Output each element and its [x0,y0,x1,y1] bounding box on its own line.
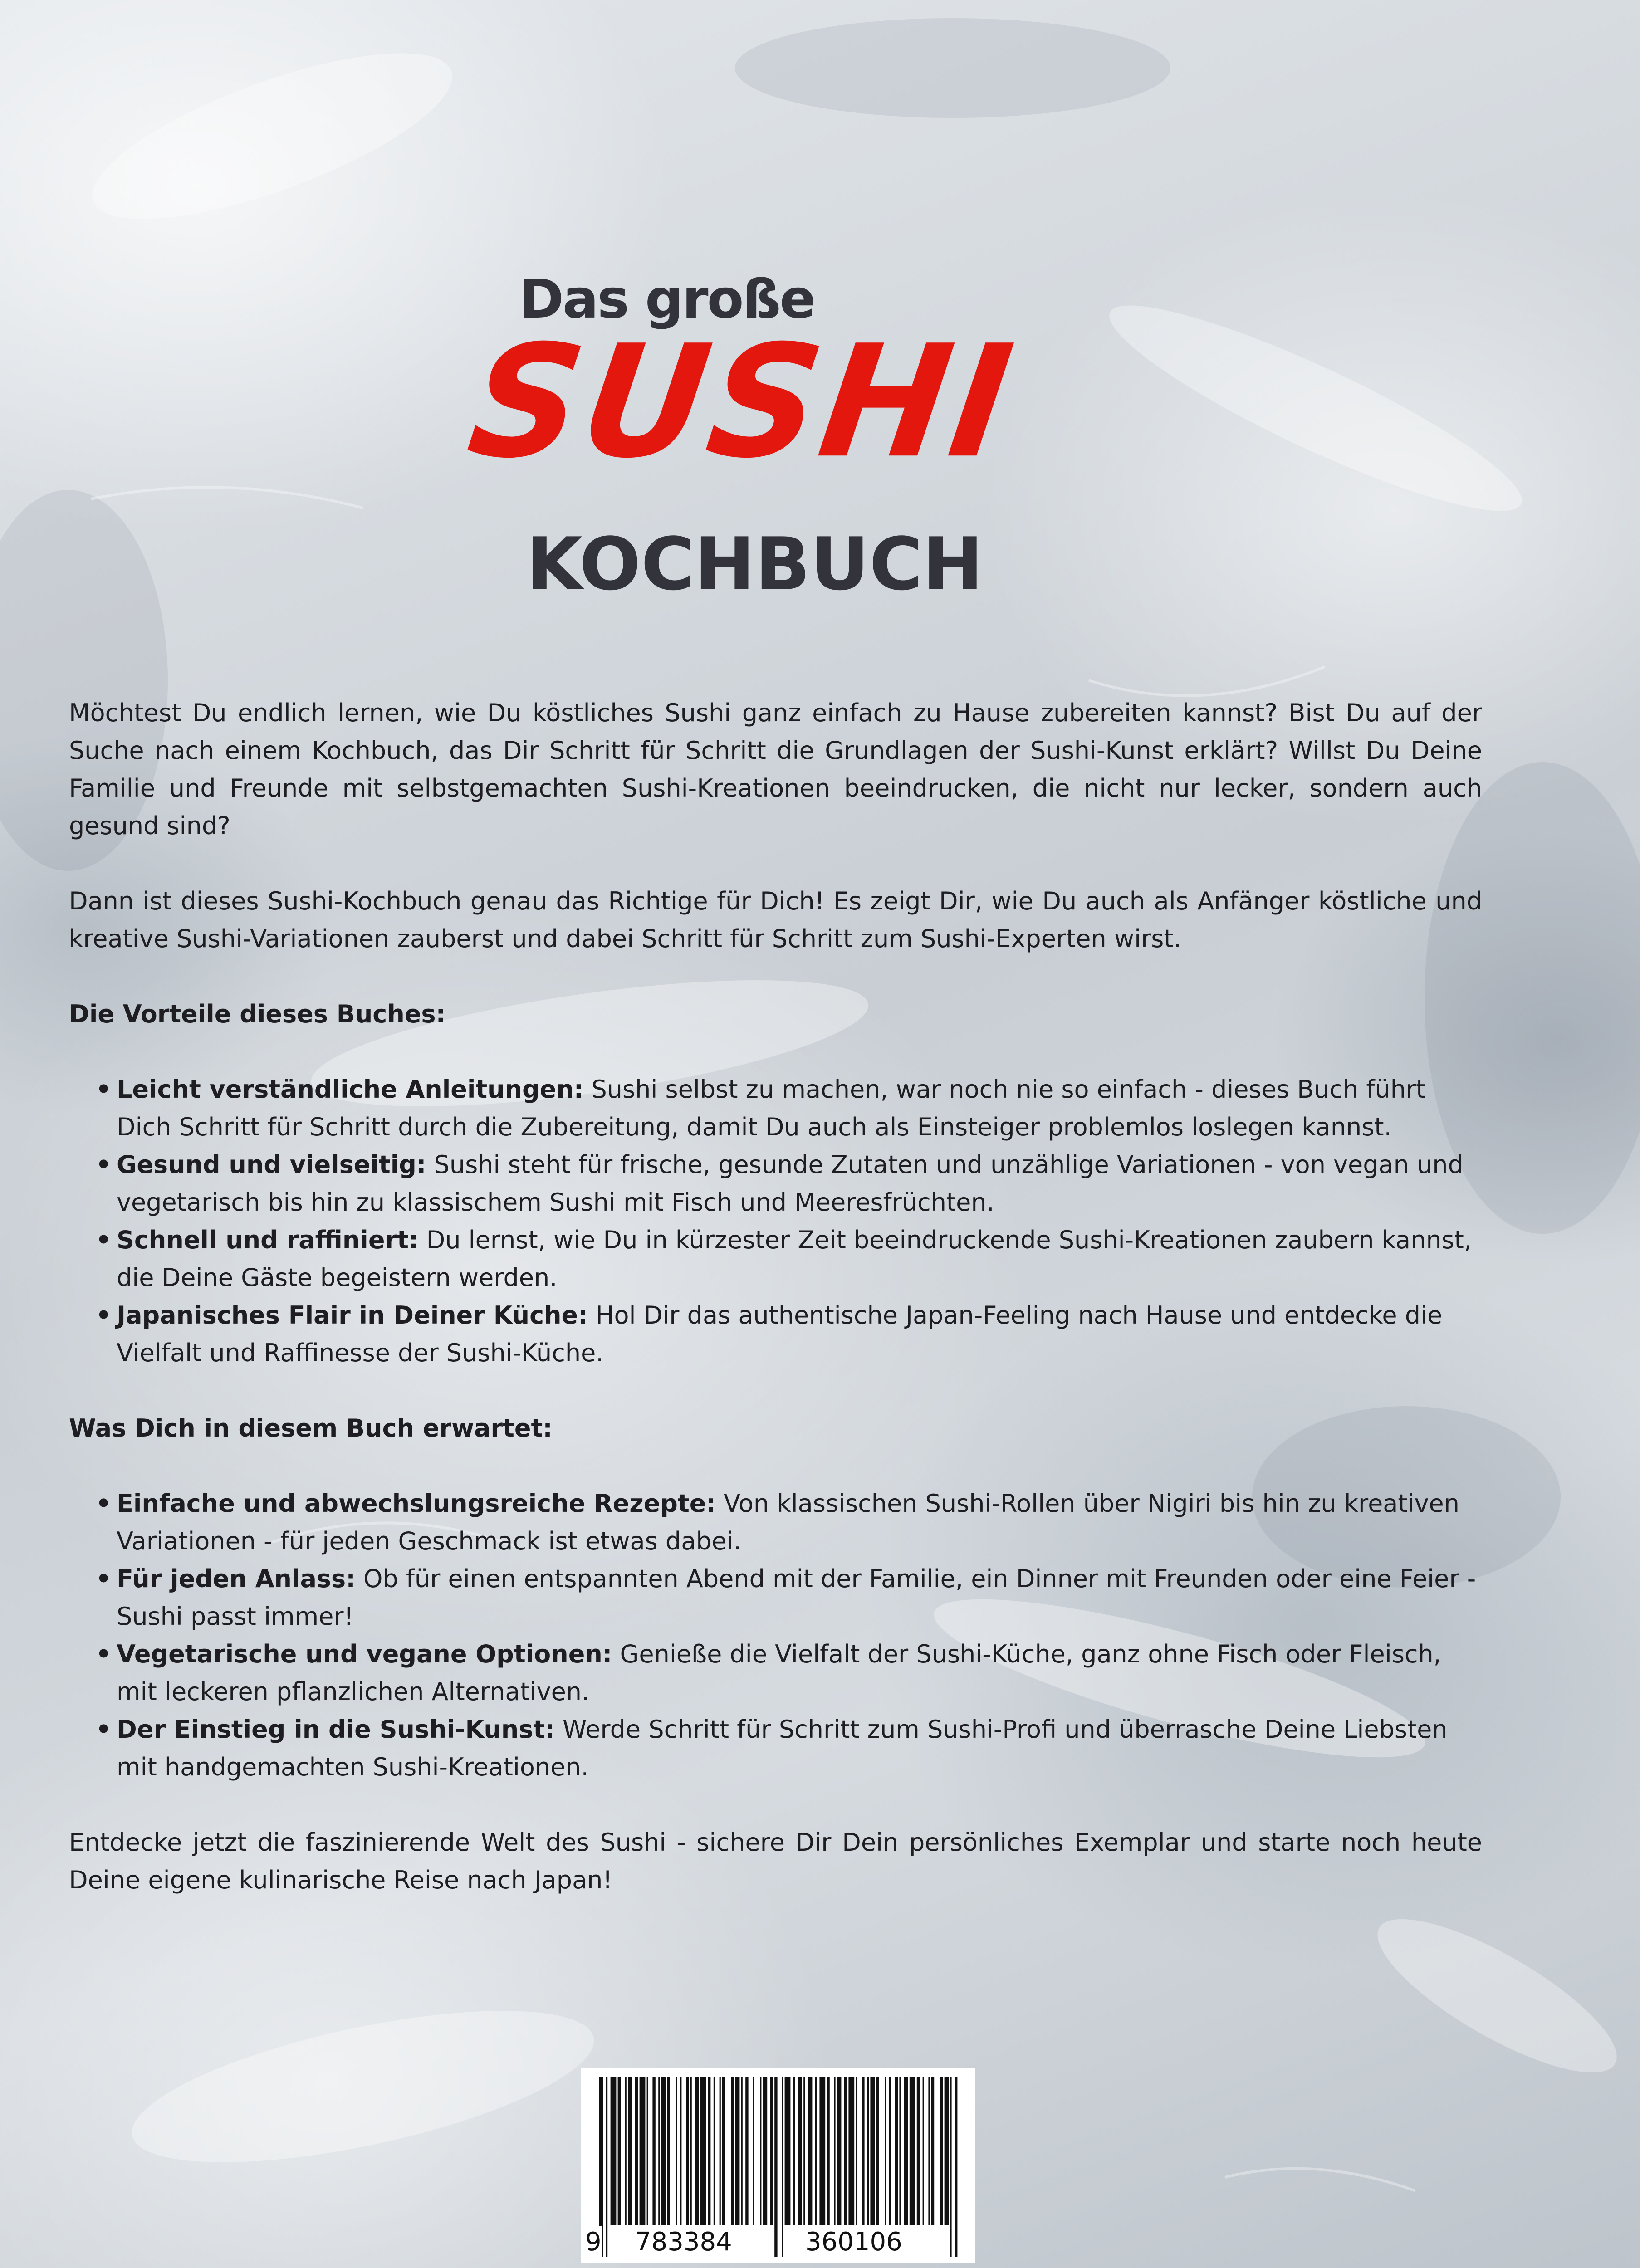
list-item: • Für jeden Anlass: Ob für einen entspannten Abend mit der Familie, ein Dinner mit Freunden oder eine Feier - Sushi passt immer! [117,1560,1482,1635]
barcode-bar [870,2077,875,2225]
barcode-bar [714,2077,715,2225]
barcode-digits-group2: 360106 [805,2226,902,2258]
barcode-bar [917,2077,920,2225]
barcode-bar [889,2077,891,2225]
barcode-bar [625,2077,627,2225]
barcode-bar [774,2077,777,2257]
barcode-bar [945,2077,949,2225]
barcode-bar [923,2077,924,2225]
barcode-bar [834,2077,835,2225]
barcode-bar [819,2077,825,2225]
barcode-bar [763,2077,768,2225]
list-item: • Leicht verständliche Anleitungen: Sushi selbst zu machen, war noch nie so einfach - dieses Buch führt Dich Schritt für Schritt durch die Zubereitung, damit Du auch als Einsteiger problemlos loslegen kannst. [117,1070,1482,1146]
barcode-bar [808,2077,813,2225]
barcode-bar [680,2077,681,2225]
expect-list [69,1485,1482,1786]
barcode-bar [844,2077,847,2225]
barcode-bar [606,2077,607,2257]
barcode-bar [667,2077,670,2225]
description-text [69,694,1482,1899]
closing-paragraph: Entdecke jetzt die faszinierende Welt des Sushi - sichere Dir Dein persönliches Exemplar und starte noch heute Deine eigene kulinarische Reise nach Japan! [69,1828,1482,1894]
expect-heading: Was Dich in diesem Buch erwartet: [69,1414,553,1442]
barcode-bar [803,2077,805,2225]
barcode-bar [686,2077,689,2225]
barcode-bar [708,2077,710,2225]
title-sushi: SUSHI [459,312,1024,493]
barcode-bar [793,2077,795,2225]
barcode-bar [885,2077,886,2225]
barcode-bar [798,2077,802,2225]
barcode-bar [827,2077,829,2225]
barcode-bar [722,2077,725,2225]
barcode-bar [782,2077,783,2257]
barcode-bar [910,2077,915,2225]
barcode-bar [760,2077,761,2225]
barcode-bar [753,2077,754,2225]
barcode-bar [720,2077,721,2225]
barcode-bar [895,2077,898,2225]
barcode-bar [848,2077,854,2225]
intro-paragraph-1: Möchtest Du endlich lernen, wie Du köstliches Sushi ganz einfach zu Hause zubereiten kannst? Bist Du auf der Suche nach einem Kochbuch, das Dir Schritt für Schritt die Grundlagen der Sushi-Kunst erklärt? Willst Du Deine Familie und Freunde mit selbstgemachten Sushi-Kreationen beeindrucken, die nicht nur lecker, sondern auch gesund sind? [69,699,1482,840]
benefits-list [69,1070,1482,1372]
barcode-bar [904,2077,908,2225]
barcode-digit-prefix: 9 [585,2226,602,2258]
barcode-bar [940,2077,943,2225]
barcode-bar [618,2077,621,2225]
barcode-bar [745,2077,748,2225]
title-das-grosse: Das große [519,268,815,330]
book-title [0,254,1640,608]
list-item: • Vegetarische und vegane Optionen: Genieße die Vielfalt der Sushi-Küche, ganz ohne Fisch oder Fleisch, mit leckeren pflanzlichen Alternativen. [117,1635,1482,1711]
barcode-bar [741,2077,743,2225]
barcode-bar [695,2077,699,2225]
barcode-bar [676,2077,677,2225]
barcode-bar [628,2077,632,2225]
barcode-bar [862,2077,864,2225]
barcode-bar [928,2077,930,2225]
barcode-bar [661,2077,666,2225]
barcode-bar [785,2077,791,2225]
barcode-bar [876,2077,879,2225]
isbn-barcode [581,2068,975,2263]
barcode-bar [658,2077,660,2225]
intro-paragraph-2: Dann ist dieses Sushi-Kochbuch genau das Richtige für Dich! Es zeigt Dir, wie Du auch als Anfänger köstliche und kreative Sushi-Variationen zauberst und dabei Schritt für Schritt zum Sushi-Experten wirst. [69,887,1482,953]
barcode-bar [647,2077,648,2225]
list-item: • Japanisches Flair in Deiner Küche: Hol Dir das authentische Japan-Feeling nach Hause und entdecke die Vielfalt und Raffinesse der Sushi-Küche. [117,1296,1482,1372]
barcode-bar [611,2077,617,2225]
barcode-bar [815,2077,817,2225]
barcode-bar [950,2077,951,2257]
list-item: • Gesund und vielseitig: Sushi steht für frische, gesunde Zutaten und unzählige Variationen - von vegan und vegetarisch bis hin zu klassischem Sushi mit Fisch und Meeresfrüchten. [117,1146,1482,1221]
list-item: • Der Einstieg in die Sushi-Kunst: Werde Schritt für Schritt zum Sushi-Profi und überrasche Deine Liebsten mit handgemachten Sushi-Kreationen. [117,1711,1482,1786]
list-item: • Einfache und abwechslungsreiche Rezepte: Von klassischen Sushi-Rollen über Nigiri bis hin zu kreativen Variationen - für jeden Geschmack ist etwas dabei. [117,1485,1482,1560]
barcode-bar [899,2077,901,2225]
barcode-digits-group1: 783384 [635,2226,732,2258]
barcode-bar [735,2077,740,2225]
barcode-bar [955,2077,957,2257]
title-kochbuch: KOCHBUCH [526,522,984,606]
barcode-bar [931,2077,934,2225]
barcode-bar [856,2077,857,2225]
barcode-bar [652,2077,655,2225]
barcode-bar [837,2077,842,2225]
list-item: • Schnell und raffiniert: Du lernst, wie Du in kürzester Zeit beeindruckende Sushi-Kreationen zaubern kannst, die Deine Gäste begeistern werden. [117,1221,1482,1296]
benefits-heading: Die Vorteile dieses Buches: [69,1000,446,1028]
barcode-bar [731,2077,734,2225]
barcode-bar [867,2077,869,2225]
barcode-bar [640,2077,646,2225]
barcode-bar [690,2077,692,2225]
barcode-bar [700,2077,706,2225]
barcode-bar [770,2077,773,2225]
barcode-bar [635,2077,638,2225]
